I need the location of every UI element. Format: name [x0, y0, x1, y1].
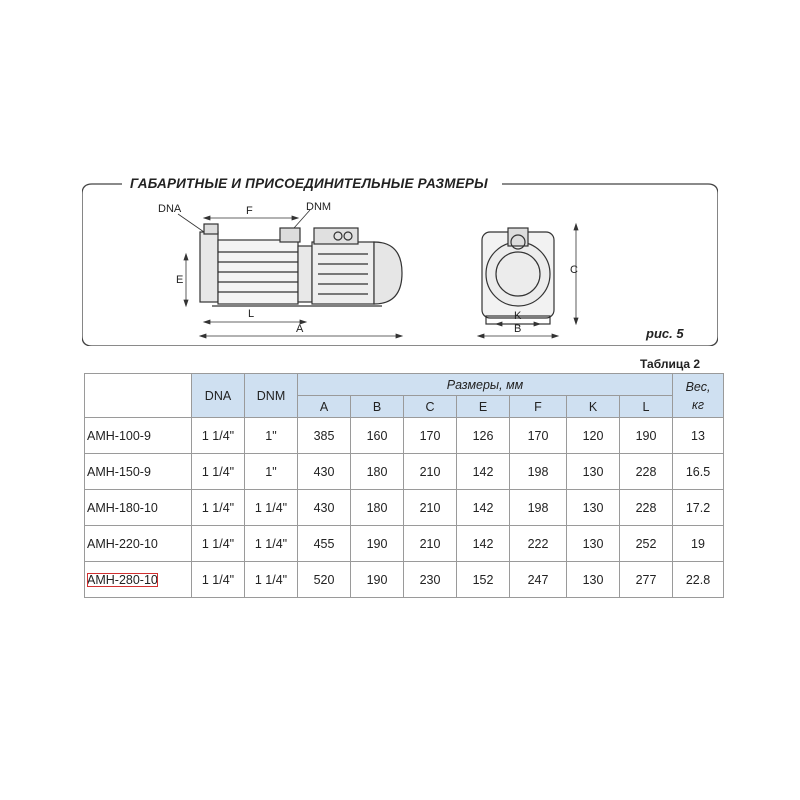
dimensions-table [84, 373, 724, 598]
dnm-cell [245, 526, 298, 562]
dim-cell-text: 130 [582, 464, 604, 479]
dim-cell [457, 562, 510, 598]
model-cell [85, 418, 192, 454]
dim-cell-text: 130 [582, 500, 604, 515]
dim-cell-text: 126 [472, 428, 494, 443]
dnm-cell [245, 490, 298, 526]
dna-cell-text: 1 1/4" [201, 536, 235, 551]
dim-cell [620, 526, 673, 562]
dim-cell [351, 490, 404, 526]
figure-caption: рис. 5 [646, 326, 684, 341]
model-cell-text: АМН-180-10 [87, 500, 158, 515]
pump-drawing [82, 176, 718, 346]
dna-cell-text: 1 1/4" [201, 428, 235, 443]
dim-cell-text: 277 [635, 572, 657, 587]
dim-cell [404, 490, 457, 526]
header-weight-line2: кг [691, 397, 705, 412]
dim-cell-text: 430 [313, 464, 335, 479]
model-cell [85, 454, 192, 490]
model-cell-text: АМН-280-10 [87, 572, 158, 587]
dim-cell-text: 252 [635, 536, 657, 551]
dim-cell [298, 562, 351, 598]
table-body [85, 418, 724, 598]
dim-cell-text: 210 [419, 536, 441, 551]
label-e: E [176, 274, 184, 286]
section-title: ГАБАРИТНЫЕ И ПРИСОЕДИНИТЕЛЬНЫЕ РАЗМЕРЫ [124, 176, 494, 191]
header-dim: E [457, 396, 510, 418]
dim-cell [510, 490, 567, 526]
dim-cell-text: 430 [313, 500, 335, 515]
dim-cell-text: 130 [582, 536, 604, 551]
dna-cell [192, 490, 245, 526]
table-row [85, 490, 724, 526]
dim-cell [510, 562, 567, 598]
header-dim: B [351, 396, 404, 418]
dim-cell-text: 385 [313, 428, 335, 443]
label-a: A [296, 323, 304, 335]
label-b: B [514, 323, 522, 335]
table-row [85, 562, 724, 598]
dim-cell [457, 490, 510, 526]
model-cell-text: АМН-150-9 [87, 464, 151, 479]
header-dim: A [298, 396, 351, 418]
dim-cell-text: 170 [527, 428, 549, 443]
dim-cell [510, 418, 567, 454]
dim-cell [404, 562, 457, 598]
dna-cell-text: 1 1/4" [201, 572, 235, 587]
dim-cell [457, 454, 510, 490]
model-cell-text: АМН-220-10 [87, 536, 158, 551]
dim-cell-text: 180 [366, 500, 388, 515]
dna-cell-text: 1 1/4" [201, 464, 235, 479]
dim-cell [298, 418, 351, 454]
weight-cell [673, 562, 724, 598]
dnm-cell [245, 418, 298, 454]
header-dim: C [404, 396, 457, 418]
dim-cell-text: 247 [527, 572, 549, 587]
weight-cell-text: 22.8 [685, 572, 711, 587]
dim-cell-text: 142 [472, 500, 494, 515]
table-row [85, 418, 724, 454]
dim-cell [567, 562, 620, 598]
dnm-cell-text: 1" [265, 464, 277, 479]
dim-cell [351, 526, 404, 562]
dim-cell-text: 120 [582, 428, 604, 443]
dim-cell [620, 490, 673, 526]
weight-cell [673, 454, 724, 490]
label-dnm: DNM [306, 201, 332, 213]
dim-cell-text: 520 [313, 572, 335, 587]
header-dnm: DNM [245, 374, 298, 418]
dna-cell [192, 526, 245, 562]
dnm-cell-text: 1 1/4" [254, 536, 288, 551]
dim-cell-text: 228 [635, 500, 657, 515]
dim-cell-text: 210 [419, 464, 441, 479]
corner-cell [85, 374, 192, 418]
label-l: L [248, 308, 255, 320]
dim-cell [510, 526, 567, 562]
dim-cell [457, 526, 510, 562]
dim-cell [620, 562, 673, 598]
dim-cell [298, 526, 351, 562]
model-cell [85, 562, 192, 598]
weight-cell-text: 13 [691, 428, 705, 443]
dnm-cell [245, 562, 298, 598]
dim-cell-text: 142 [472, 536, 494, 551]
weight-cell-text: 19 [691, 536, 705, 551]
model-cell-text: АМН-100-9 [87, 428, 151, 443]
dim-cell-text: 455 [313, 536, 335, 551]
header-dim: F [510, 396, 567, 418]
dim-cell-text: 230 [419, 572, 441, 587]
model-cell [85, 526, 192, 562]
header-sizes: Размеры, мм [298, 374, 673, 396]
dim-cell [620, 418, 673, 454]
header-dim: L [620, 396, 673, 418]
dim-cell [620, 454, 673, 490]
dim-cell-text: 228 [635, 464, 657, 479]
dnm-cell-text: 1" [265, 428, 277, 443]
weight-cell [673, 490, 724, 526]
table-row [85, 454, 724, 490]
dim-cell-text: 130 [582, 572, 604, 587]
dim-cell [567, 454, 620, 490]
dim-cell [351, 562, 404, 598]
dim-cell [298, 454, 351, 490]
dim-cell [457, 418, 510, 454]
header-weight [673, 374, 724, 418]
label-k: K [514, 310, 522, 322]
header-dim: K [567, 396, 620, 418]
dim-cell [404, 526, 457, 562]
dim-cell-text: 160 [366, 428, 388, 443]
dim-cell [351, 418, 404, 454]
dim-cell-text: 198 [527, 464, 549, 479]
dim-cell-text: 170 [419, 428, 441, 443]
dim-cell-text: 142 [472, 464, 494, 479]
dnm-cell [245, 454, 298, 490]
header-weight-line1: Вес, [685, 379, 711, 394]
dim-cell [567, 418, 620, 454]
dim-cell-text: 190 [366, 572, 388, 587]
dna-cell [192, 562, 245, 598]
label-dna: DNA [158, 203, 182, 215]
dnm-cell-text: 1 1/4" [254, 500, 288, 515]
label-f: F [246, 205, 253, 217]
table-caption: Таблица 2 [640, 357, 701, 371]
dim-cell [510, 454, 567, 490]
dim-cell [404, 418, 457, 454]
drawing-frame [82, 176, 718, 346]
dim-cell [351, 454, 404, 490]
weight-cell [673, 526, 724, 562]
dim-cell [567, 526, 620, 562]
dim-cell-text: 190 [366, 536, 388, 551]
weight-cell-text: 17.2 [685, 500, 711, 515]
dim-cell-text: 198 [527, 500, 549, 515]
dim-cell-text: 222 [527, 536, 549, 551]
dim-cell-text: 210 [419, 500, 441, 515]
dim-cell [404, 454, 457, 490]
weight-cell [673, 418, 724, 454]
dna-cell [192, 418, 245, 454]
dna-cell [192, 454, 245, 490]
label-c: C [570, 264, 578, 276]
table-row [85, 526, 724, 562]
header-dna: DNA [192, 374, 245, 418]
dim-cell-text: 152 [472, 572, 494, 587]
dim-cell-text: 180 [366, 464, 388, 479]
dim-cell [298, 490, 351, 526]
dim-cell [567, 490, 620, 526]
dna-cell-text: 1 1/4" [201, 500, 235, 515]
weight-cell-text: 16.5 [685, 464, 711, 479]
dim-cell-text: 190 [635, 428, 657, 443]
model-cell [85, 490, 192, 526]
dnm-cell-text: 1 1/4" [254, 572, 288, 587]
